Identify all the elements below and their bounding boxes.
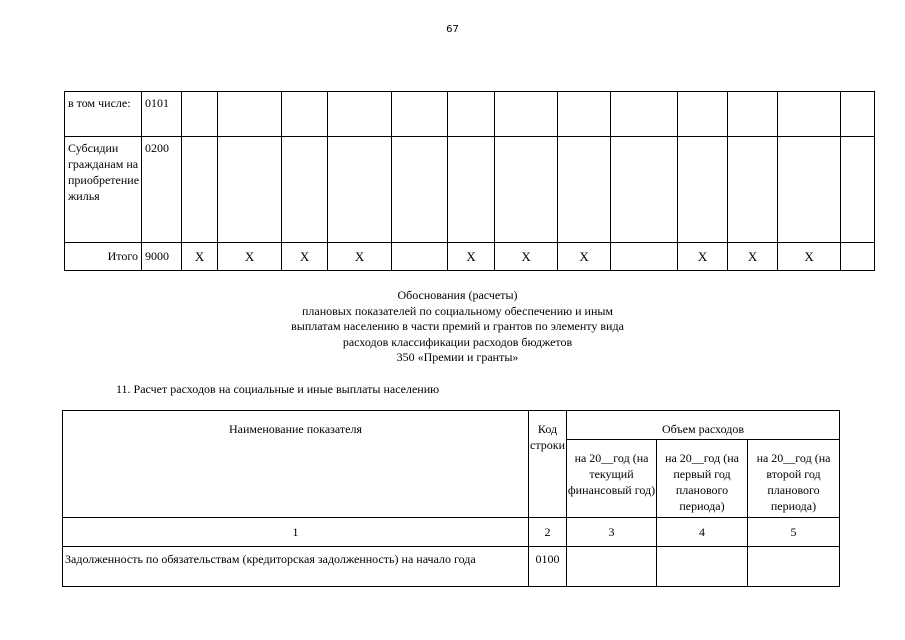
table-cell: X: [728, 243, 778, 271]
table-cell: [778, 137, 841, 243]
table-cell: [558, 92, 611, 137]
table-cell: [282, 137, 328, 243]
table-row: [65, 92, 875, 137]
column-number-row: [63, 518, 840, 547]
total-label: Итого: [65, 243, 142, 271]
table-cell: [448, 92, 495, 137]
table-cell: X: [328, 243, 392, 271]
column-number: 2: [529, 518, 567, 547]
header-code: Код строки: [529, 411, 567, 518]
table-cell: [495, 92, 558, 137]
table-cell: [328, 92, 392, 137]
table-cell: [448, 137, 495, 243]
table-cell: [392, 92, 448, 137]
table-row: [65, 137, 875, 243]
table-cell: [841, 137, 875, 243]
row-name: в том числе:: [65, 92, 142, 137]
row-name: Задолженность по обязательствам (кредиторская задолженность) на начало года: [63, 547, 529, 587]
header-col4: на 20__год (на первый год планового периода): [657, 440, 748, 518]
table-cell: [558, 137, 611, 243]
table-cell: [392, 243, 448, 271]
table-header-row: [63, 411, 840, 440]
row-name: Субсидии гражданам на приобретение жилья: [65, 137, 142, 243]
table-cell: [392, 137, 448, 243]
table-cell: X: [678, 243, 728, 271]
column-number: 4: [657, 518, 748, 547]
header-volume: Объем расходов: [567, 411, 840, 440]
table-cell: [841, 92, 875, 137]
table-cell: X: [182, 243, 218, 271]
table-cell: [611, 92, 678, 137]
page-number: 67: [446, 24, 459, 35]
heading-line: выплатам населению в части премий и грантов по элементу вида: [291, 319, 624, 333]
table-cell: [218, 92, 282, 137]
table-cell: [282, 92, 328, 137]
table-cell: [657, 547, 748, 587]
table-cell: [611, 137, 678, 243]
heading-line: расходов классификации расходов бюджетов: [342, 334, 573, 349]
table-cell: [567, 547, 657, 587]
table-cell: [678, 137, 728, 243]
table-cell: [778, 92, 841, 137]
column-number: 3: [567, 518, 657, 547]
column-number: 5: [748, 518, 840, 547]
table-cell: [218, 137, 282, 243]
table-cell: [328, 137, 392, 243]
header-col5: на 20__год (на второй год планового периода): [748, 440, 840, 518]
table-cell: [841, 243, 875, 271]
table-cell: [728, 92, 778, 137]
row-code: 9000: [142, 243, 182, 271]
heading-line: плановых показателей по социальному обеспечению и иным: [301, 303, 614, 318]
table-cell: X: [558, 243, 611, 271]
table-cell: X: [282, 243, 328, 271]
table-cell: X: [218, 243, 282, 271]
column-number: 1: [63, 518, 529, 547]
table-row: [65, 243, 875, 271]
header-col3: на 20__год (на текущий финансовый год): [567, 440, 657, 518]
table-cell: X: [448, 243, 495, 271]
table-row: [63, 547, 840, 587]
table-cell: [495, 137, 558, 243]
section-title: 11. Расчет расходов на социальные и иные выплаты населению: [116, 382, 440, 396]
heading-line: Обоснования (расчеты): [397, 288, 518, 302]
top-table: [64, 91, 875, 271]
table-cell: [611, 243, 678, 271]
table-cell: [182, 137, 218, 243]
row-code: 0101: [142, 92, 182, 137]
table-cell: [678, 92, 728, 137]
header-name: Наименование показателя: [63, 411, 529, 518]
document-heading: [0, 288, 905, 366]
table-cell: X: [495, 243, 558, 271]
table-cell: [182, 92, 218, 137]
table-cell: X: [778, 243, 841, 271]
heading-line: 350 «Премии и гранты»: [396, 350, 519, 364]
table-cell: [728, 137, 778, 243]
expenses-table: [62, 410, 840, 587]
table-cell: [748, 547, 840, 587]
row-code: 0200: [142, 137, 182, 243]
row-code: 0100: [529, 547, 567, 587]
